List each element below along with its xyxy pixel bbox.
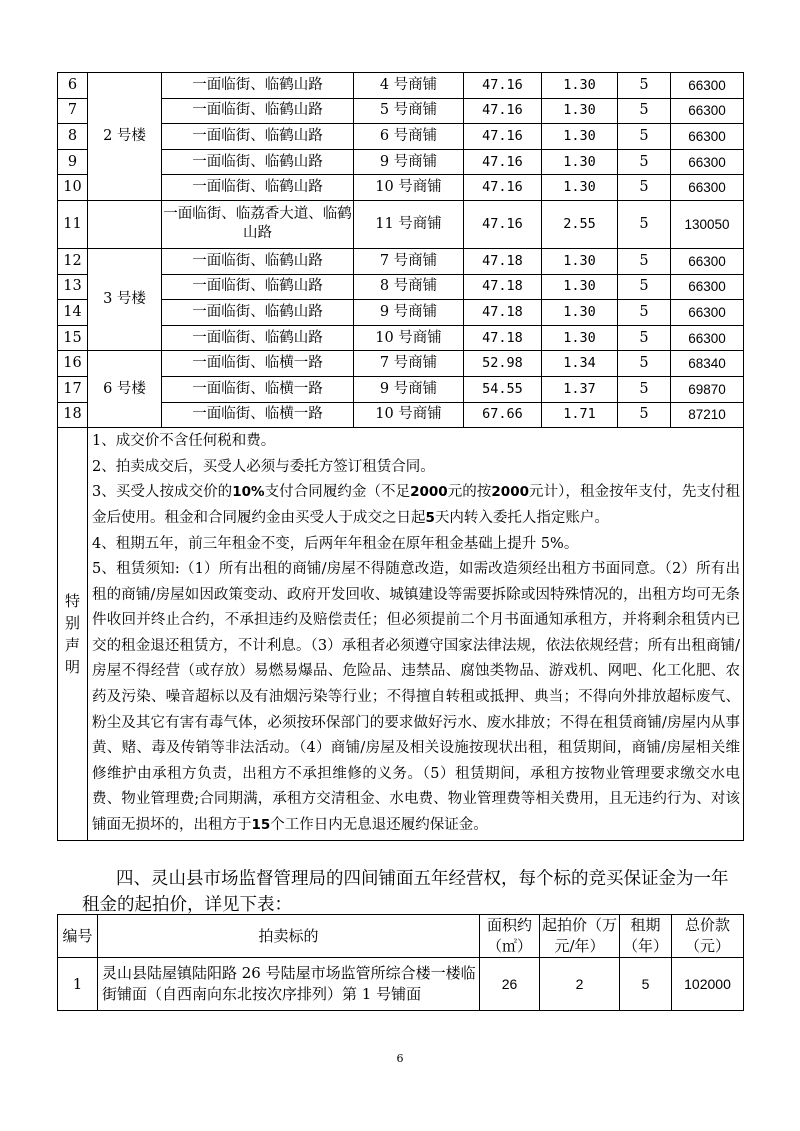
row-no: 12 bbox=[58, 248, 88, 274]
row-total: 68340 bbox=[671, 351, 744, 377]
row-total: 66300 bbox=[671, 300, 744, 326]
row-term: 5 bbox=[618, 149, 671, 175]
row-total: 66300 bbox=[671, 98, 744, 124]
table-header-row bbox=[58, 915, 744, 958]
row-term: 5 bbox=[618, 300, 671, 326]
row-no: 6 bbox=[58, 73, 88, 99]
special-notes-row bbox=[58, 428, 744, 841]
row-no: 7 bbox=[58, 98, 88, 124]
row-term: 5 bbox=[618, 325, 671, 351]
header-term: 租期（年） bbox=[620, 915, 672, 958]
row-shop: 9 号商铺 bbox=[354, 149, 464, 175]
header-no: 编号 bbox=[58, 915, 98, 958]
table-row bbox=[58, 351, 744, 377]
row-no: 18 bbox=[58, 402, 88, 428]
row-location: 一面临街、临鹤山路 bbox=[162, 73, 354, 99]
row-price: 2 bbox=[540, 958, 620, 1011]
row-term: 5 bbox=[618, 402, 671, 428]
note-3-e: 天内转入委托人指定账户。 bbox=[434, 509, 609, 526]
row-price: 1.30 bbox=[542, 300, 618, 326]
row-total: 66300 bbox=[671, 124, 744, 150]
building-cell: 6 号楼 bbox=[88, 351, 162, 428]
row-price: 1.30 bbox=[542, 325, 618, 351]
row-price: 1.30 bbox=[542, 124, 618, 150]
row-price: 1.30 bbox=[542, 98, 618, 124]
row-price: 1.30 bbox=[542, 274, 618, 300]
row-shop: 11 号商铺 bbox=[354, 200, 464, 248]
row-total: 66300 bbox=[671, 175, 744, 201]
row-area: 52.98 bbox=[464, 351, 542, 377]
row-term: 5 bbox=[618, 73, 671, 99]
row-location: 一面临街、临鹤山路 bbox=[162, 325, 354, 351]
note-3-a: 3、买受人按成交价的 bbox=[92, 484, 233, 501]
note-3-pct: 10% bbox=[232, 484, 265, 501]
row-location: 一面临街、临鹤山路 bbox=[162, 124, 354, 150]
row-shop: 7 号商铺 bbox=[354, 248, 464, 274]
row-total: 66300 bbox=[671, 149, 744, 175]
row-location: 一面临街、临横一路 bbox=[162, 402, 354, 428]
row-area: 67.66 bbox=[464, 402, 542, 428]
note-5-b: 个工作日内无息退还履约保证金。 bbox=[270, 817, 488, 834]
table-row bbox=[58, 248, 744, 274]
row-shop: 10 号商铺 bbox=[354, 325, 464, 351]
table-row bbox=[58, 73, 744, 99]
row-total: 66300 bbox=[671, 248, 744, 274]
row-price: 1.30 bbox=[542, 149, 618, 175]
row-total: 130050 bbox=[671, 200, 744, 248]
note-3-b: 支付合同履约金（不足 bbox=[264, 484, 411, 501]
row-location: 一面临街、临鹤山路 bbox=[162, 149, 354, 175]
note-3 bbox=[92, 480, 740, 531]
row-no: 16 bbox=[58, 351, 88, 377]
row-price: 1.34 bbox=[542, 351, 618, 377]
note-3-d: 元计），租金按年支付，先支付租金后使用。租金和合同履约金由买受人于成交之日起 bbox=[92, 484, 740, 526]
row-location: 一面临街、临横一路 bbox=[162, 351, 354, 377]
section-4-heading: 四、灵山县市场监督管理局的四间铺面五年经营权，每个标的竞买保证金为一年租金的起拍价，详见下表： bbox=[82, 869, 729, 915]
special-notes-header: 特别声明 bbox=[58, 428, 88, 841]
row-term: 5 bbox=[618, 98, 671, 124]
row-price: 1.30 bbox=[542, 248, 618, 274]
row-shop: 10 号商铺 bbox=[354, 175, 464, 201]
note-3-days: 5 bbox=[425, 509, 435, 526]
row-shop: 5 号商铺 bbox=[354, 98, 464, 124]
row-no: 10 bbox=[58, 175, 88, 201]
row-term: 5 bbox=[620, 958, 672, 1011]
row-total: 69870 bbox=[671, 376, 744, 402]
row-price: 2.55 bbox=[542, 200, 618, 248]
row-area: 47.16 bbox=[464, 124, 542, 150]
building-cell: 2 号楼 bbox=[88, 73, 162, 201]
note-2: 2、拍卖成交后，买受人必须与委托方签订租赁合同。 bbox=[92, 458, 435, 475]
row-term: 5 bbox=[618, 124, 671, 150]
header-area: 面积约（㎡） bbox=[480, 915, 540, 958]
row-location: 一面临街、临鹤山路 bbox=[162, 274, 354, 300]
page-number: 6 bbox=[396, 1052, 404, 1065]
building-cell: 3 号楼 bbox=[88, 248, 162, 350]
row-area: 47.16 bbox=[464, 175, 542, 201]
row-area: 47.18 bbox=[464, 300, 542, 326]
building-cell-empty bbox=[88, 200, 162, 248]
table-row bbox=[58, 200, 744, 248]
row-term: 5 bbox=[618, 248, 671, 274]
row-item: 灵山县陆屋镇陆阳路 26 号陆屋市场监管所综合楼一楼临街铺面（自西南向东北按次序排列）第 1 号铺面 bbox=[98, 958, 480, 1011]
note-5-days: 15 bbox=[251, 817, 271, 834]
row-location: 一面临街、临鹤山路 bbox=[162, 248, 354, 274]
row-no: 13 bbox=[58, 274, 88, 300]
row-area: 54.55 bbox=[464, 376, 542, 402]
row-shop: 10 号商铺 bbox=[354, 402, 464, 428]
row-term: 5 bbox=[618, 376, 671, 402]
table-row bbox=[58, 958, 744, 1011]
row-price: 1.71 bbox=[542, 402, 618, 428]
note-3-amt2: 2000 bbox=[491, 484, 529, 501]
shop-rental-table bbox=[57, 72, 744, 841]
row-total: 87210 bbox=[671, 402, 744, 428]
row-location: 一面临街、临鹤山路 bbox=[162, 98, 354, 124]
auction-item-table bbox=[57, 914, 744, 1011]
row-shop: 9 号商铺 bbox=[354, 300, 464, 326]
note-5 bbox=[92, 557, 740, 839]
row-shop: 4 号商铺 bbox=[354, 73, 464, 99]
note-3-c: 元的按 bbox=[447, 484, 492, 501]
row-no: 17 bbox=[58, 376, 88, 402]
header-price: 起拍价（万元/年） bbox=[540, 915, 620, 958]
row-shop: 9 号商铺 bbox=[354, 376, 464, 402]
row-price: 1.30 bbox=[542, 73, 618, 99]
row-shop: 8 号商铺 bbox=[354, 274, 464, 300]
row-shop: 7 号商铺 bbox=[354, 351, 464, 377]
row-area: 47.18 bbox=[464, 248, 542, 274]
row-location: 一面临街、临鹤山路 bbox=[162, 300, 354, 326]
row-no: 14 bbox=[58, 300, 88, 326]
row-no: 15 bbox=[58, 325, 88, 351]
row-area: 47.16 bbox=[464, 149, 542, 175]
row-location: 一面临街、临鹤山路 bbox=[162, 175, 354, 201]
special-notes bbox=[88, 428, 744, 841]
row-area: 47.18 bbox=[464, 274, 542, 300]
row-location: 一面临街、临荔香大道、临鹤山路 bbox=[162, 200, 354, 248]
row-term: 5 bbox=[618, 274, 671, 300]
row-price: 1.30 bbox=[542, 175, 618, 201]
row-term: 5 bbox=[618, 175, 671, 201]
row-total: 66300 bbox=[671, 274, 744, 300]
note-3-amt1: 2000 bbox=[410, 484, 448, 501]
note-1: 1、成交价不含任何税和费。 bbox=[92, 433, 276, 450]
row-area: 47.16 bbox=[464, 98, 542, 124]
row-no: 8 bbox=[58, 124, 88, 150]
row-total: 66300 bbox=[671, 325, 744, 351]
header-item: 拍卖标的 bbox=[98, 915, 480, 958]
row-area: 26 bbox=[480, 958, 540, 1011]
header-total: 总价款（元） bbox=[672, 915, 744, 958]
row-area: 47.16 bbox=[464, 73, 542, 99]
row-shop: 6 号商铺 bbox=[354, 124, 464, 150]
row-total: 102000 bbox=[672, 958, 744, 1011]
note-5-a: 5、租赁须知:（1）所有出租的商铺/房屋不得随意改造，如需改造须经出租方书面同意。（2）所有出租的商铺/房屋如因政策变动、政府开发回收、城镇建设等需要拆除或因特殊情况的，出租方均可无条件收回并终止合约，不承担违约及赔偿责任；但必须提前二个月书面通知承租方，并将剩余租赁内已交的租金退还租赁方，不计利息。（3）承租者必须遵守国家法律法规，依法依规经营；所有出租商铺/房屋不得经营（或存放）易燃易爆品、危险品、违禁品、腐蚀类物品、游戏机、网吧、化工化肥、农药及污染、噪音超标以及有油烟污染等行业；不得擅自转租或抵押、典当；不得向外排放超标废气、粉尘及其它有害有毒气体，必须按环保部门的要求做好污水、废水排放；不得在租赁商铺/房屋内从事黄、赌、毒及传销等非法活动。（4）商铺/房屋及相关设施按现状出租，租赁期间，商铺/房屋相关维修维护由承租方负责，出租方不承担维修的义务。（5）租赁期间，承租方按物业管理要求缴交水电费、物业管理费;合同期满，承租方交清租金、水电费、物业管理费等相关费用，且无违约行为、对该铺面无损坏的，出租方于 bbox=[92, 561, 740, 834]
row-no: 1 bbox=[58, 958, 98, 1011]
row-term: 5 bbox=[618, 200, 671, 248]
row-no: 9 bbox=[58, 149, 88, 175]
note-4: 4、租期五年，前三年租金不变，后两年年租金在原年租金基础上提升 5%。 bbox=[92, 535, 579, 552]
row-price: 1.37 bbox=[542, 376, 618, 402]
row-total: 66300 bbox=[671, 73, 744, 99]
row-no: 11 bbox=[58, 200, 88, 248]
row-area: 47.16 bbox=[464, 200, 542, 248]
row-location: 一面临街、临横一路 bbox=[162, 376, 354, 402]
row-area: 47.18 bbox=[464, 325, 542, 351]
row-term: 5 bbox=[618, 351, 671, 377]
